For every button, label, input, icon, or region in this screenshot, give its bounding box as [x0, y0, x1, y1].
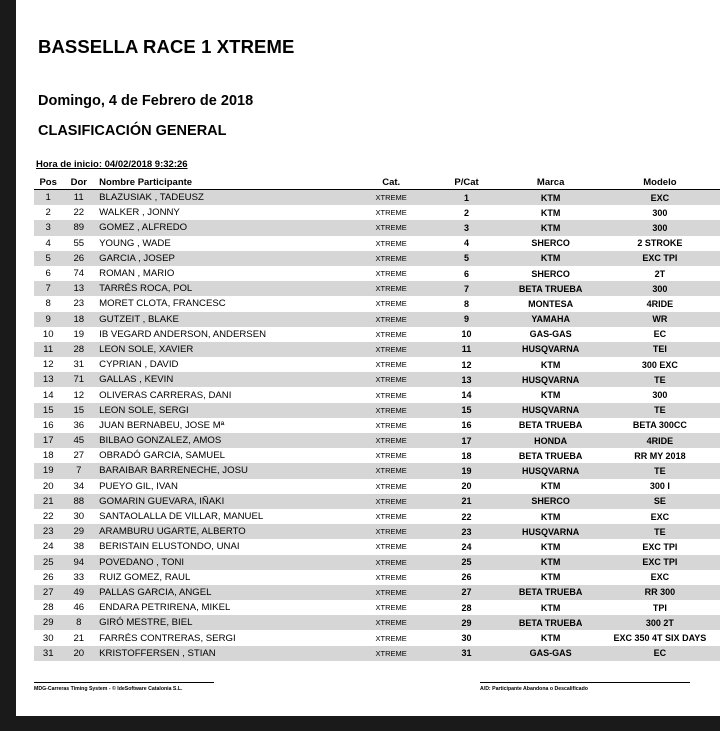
event-date: Domingo, 4 de Febrero de 2018: [38, 93, 254, 109]
cell-cat: XTREME: [351, 372, 432, 387]
cell-cat: XTREME: [351, 220, 432, 235]
cell-cat: XTREME: [351, 646, 432, 661]
cell-modelo: 300: [652, 207, 668, 218]
cell-name: WALKER , JONNY: [99, 207, 180, 219]
cell-cat: XTREME: [351, 615, 432, 630]
cell-pcat: 28: [461, 602, 472, 613]
cell-pcat: 6: [464, 268, 470, 279]
table-row: [34, 615, 720, 630]
cell-modelo: EXC TPI: [600, 251, 720, 266]
cell-name: FARRÉS CONTRERAS, SERGI: [99, 632, 236, 644]
cell-name: LEON SOLE, SERGI: [95, 403, 351, 418]
cell-cat: XTREME: [351, 342, 432, 357]
cell-dor: 45: [62, 433, 95, 448]
cell-modelo: 4RIDE: [600, 433, 720, 448]
cell-cat: XTREME: [375, 390, 407, 400]
cell-marca: HUSQVARNA: [502, 372, 600, 387]
cell-modelo: 300: [600, 281, 720, 296]
cell-name: OBRADÓ GARCIA, SAMUEL: [99, 450, 225, 462]
cell-modelo: 300: [652, 390, 668, 401]
cell-pos: 5: [34, 251, 62, 266]
cell-pcat: 3: [432, 220, 502, 235]
cell-pcat: 13: [432, 372, 502, 387]
cell-pcat: 5: [432, 251, 502, 266]
cell-modelo: RR 300: [600, 585, 720, 600]
cell-pos: 23: [34, 524, 62, 539]
cell-dor: 31: [73, 359, 85, 371]
cell-pos: 18: [42, 450, 54, 462]
cell-dor: 89: [62, 220, 95, 235]
cell-dor: 26: [62, 251, 95, 266]
cell-pcat: 29: [432, 615, 502, 630]
cell-cat: XTREME: [375, 238, 407, 248]
cell-pcat: 10: [461, 329, 472, 340]
cell-modelo: 300 I: [649, 481, 670, 492]
cell-pos: 3: [34, 220, 62, 235]
header-name: Nombre Participante: [95, 175, 351, 190]
cell-modelo: 4RIDE: [646, 298, 674, 309]
cell-modelo: BETA 300CC: [632, 420, 687, 431]
cell-dor: 13: [62, 281, 95, 296]
cell-name: RUIZ GOMEZ, RAUL: [99, 571, 191, 583]
cell-cat: XTREME: [375, 269, 407, 279]
cell-cat: XTREME: [375, 208, 407, 218]
cell-marca: HUSQVARNA: [502, 463, 600, 478]
cell-marca: KTM: [540, 541, 561, 552]
cell-pcat: 16: [461, 420, 472, 431]
cell-modelo: 300: [600, 220, 720, 235]
cell-name: GOMARIN GUEVARA, IÑAKI: [95, 494, 351, 509]
cell-pcat: 1: [432, 190, 502, 206]
cell-cat: XTREME: [375, 512, 407, 522]
cell-modelo: EXC TPI: [642, 541, 678, 552]
cell-cat: XTREME: [351, 190, 432, 206]
cell-dor: 88: [62, 494, 95, 509]
results-table: [34, 175, 720, 661]
cell-name: TARRÉS ROCA, POL: [95, 281, 351, 296]
cell-pcat: 8: [464, 298, 470, 309]
table-row: [34, 220, 720, 235]
cell-modelo: RR MY 2018: [634, 450, 686, 461]
cell-pcat: 7: [432, 281, 502, 296]
cell-marca: BETA TRUEBA: [518, 420, 583, 431]
cell-pcat: 30: [461, 633, 472, 644]
cell-name: IB VEGARD ANDERSON, ANDERSEN: [99, 328, 267, 340]
cell-name: BARAIBAR BARRENECHE, JOSU: [95, 463, 351, 478]
cell-pos: 20: [42, 480, 54, 492]
cell-pcat: 31: [432, 646, 502, 661]
cell-cat: XTREME: [375, 572, 407, 582]
cell-dor: 29: [62, 524, 95, 539]
cell-pos: 21: [34, 494, 62, 509]
table-row: [34, 296, 720, 311]
table-row: [34, 372, 720, 387]
cell-pos: 10: [42, 328, 54, 340]
cell-pcat: 19: [432, 463, 502, 478]
cell-marca: KTM: [540, 633, 561, 644]
cell-name: OLIVERAS CARRERAS, DANI: [99, 389, 232, 401]
cell-dor: 21: [73, 632, 85, 644]
cell-name: GOMEZ , ALFREDO: [95, 220, 351, 235]
header-marca: Marca: [502, 175, 600, 190]
cell-pos: 8: [45, 298, 51, 310]
cell-pos: 30: [42, 632, 54, 644]
cell-modelo: TE: [600, 463, 720, 478]
cell-name: CYPRIAN , DAVID: [99, 359, 179, 371]
table-row: [34, 555, 720, 570]
cell-cat: XTREME: [375, 542, 407, 552]
cell-modelo: 2T: [654, 268, 666, 279]
cell-marca: GAS-GAS: [502, 646, 600, 661]
cell-dor: 12: [73, 389, 85, 401]
footer-credit: MDG-Carreras Timing System - © IdeSoftware Catalonia S.L.: [34, 682, 214, 692]
cell-pos: 12: [42, 359, 54, 371]
cell-name: ARAMBURU UGARTE, ALBERTO: [95, 524, 351, 539]
cell-name: BERISTAIN ELUSTONDO, UNAI: [99, 541, 240, 553]
cell-name: YOUNG , WADE: [99, 237, 171, 249]
header-cat: Cat.: [351, 175, 432, 190]
cell-dor: 8: [62, 615, 95, 630]
table-row: [34, 463, 720, 478]
cell-cat: XTREME: [375, 420, 407, 430]
cell-modelo: SE: [600, 494, 720, 509]
table-body: [34, 190, 720, 661]
cell-modelo: 300 EXC: [641, 359, 678, 370]
cell-pcat: 21: [432, 494, 502, 509]
cell-dor: 7: [62, 463, 95, 478]
cell-cat: XTREME: [351, 251, 432, 266]
cell-marca: KTM: [540, 359, 561, 370]
table-row: [34, 418, 720, 433]
cell-marca: KTM: [540, 602, 561, 613]
cell-modelo: TEI: [600, 342, 720, 357]
cell-modelo: EXC 350 4T SIX DAYS: [613, 633, 707, 644]
cell-modelo: EXC: [600, 190, 720, 206]
cell-pcat: 17: [432, 433, 502, 448]
cell-marca: SHERCO: [531, 238, 570, 249]
table-row: [34, 570, 720, 585]
cell-pos: 14: [42, 389, 54, 401]
cell-cat: XTREME: [351, 281, 432, 296]
table-row: [34, 281, 720, 296]
cell-pos: 25: [34, 555, 62, 570]
header-pcat: P/Cat: [432, 175, 502, 190]
cell-modelo: EXC: [650, 511, 670, 522]
cell-dor: 18: [62, 312, 95, 327]
cell-dor: 36: [73, 419, 85, 431]
table-row: [34, 312, 720, 327]
cell-marca: BETA TRUEBA: [502, 585, 600, 600]
cell-pos: 17: [34, 433, 62, 448]
cell-name: ENDARA PETRIRENA, MIKEL: [99, 602, 231, 614]
cell-modelo: WR: [600, 312, 720, 327]
cell-modelo: TPI: [652, 602, 667, 613]
cell-name: GALLAS , KEVIN: [95, 372, 351, 387]
cell-name: GUTZEIT , BLAKE: [95, 312, 351, 327]
cell-cat: XTREME: [351, 494, 432, 509]
cell-modelo: TE: [600, 403, 720, 418]
cell-dor: 46: [73, 602, 85, 614]
cell-cat: XTREME: [351, 463, 432, 478]
cell-marca: BETA TRUEBA: [502, 615, 600, 630]
cell-cat: XTREME: [375, 329, 407, 339]
cell-marca: BETA TRUEBA: [518, 450, 583, 461]
table-row: [34, 266, 720, 281]
cell-dor: 30: [73, 511, 85, 523]
cell-name: POVEDANO , TONI: [95, 555, 351, 570]
cell-pcat: 2: [464, 207, 470, 218]
table-row: [34, 236, 720, 251]
cell-dor: 33: [73, 571, 85, 583]
cell-dor: 19: [73, 328, 85, 340]
cell-pcat: 12: [461, 359, 472, 370]
table-row: [34, 539, 720, 554]
cell-pcat: 4: [464, 238, 470, 249]
cell-dor: 38: [73, 541, 85, 553]
table-row: [34, 646, 720, 661]
cell-pos: 13: [34, 372, 62, 387]
header-pos: Pos: [34, 175, 62, 190]
cell-name: SANTAOLALLA DE VILLAR, MANUEL: [99, 511, 264, 523]
cell-marca: YAMAHA: [502, 312, 600, 327]
table-row: [34, 357, 720, 372]
cell-pos: 28: [42, 602, 54, 614]
cell-pos: 15: [34, 403, 62, 418]
cell-pos: 9: [34, 312, 62, 327]
cell-marca: KTM: [502, 220, 600, 235]
cell-marca: MONTESA: [528, 298, 574, 309]
table-row: [34, 494, 720, 509]
table-row: [34, 600, 720, 615]
cell-pcat: 20: [461, 481, 472, 492]
table-row: [34, 585, 720, 600]
table-row: [34, 190, 720, 206]
cell-pos: 19: [34, 463, 62, 478]
table-row: [34, 630, 720, 645]
results-sheet: [16, 0, 720, 716]
start-time: Hora de inicio: 04/02/2018 9:32:26: [36, 159, 188, 170]
table-row: [34, 387, 720, 402]
cell-pcat: 11: [432, 342, 502, 357]
table-row: [34, 448, 720, 463]
cell-dor: 74: [73, 268, 85, 280]
cell-cat: XTREME: [375, 481, 407, 491]
cell-name: BILBAO GONZALEZ, AMOS: [95, 433, 351, 448]
cell-name: KRISTOFFERSEN , STIAN: [95, 646, 351, 661]
table-row: [34, 509, 720, 524]
cell-dor: 94: [62, 555, 95, 570]
cell-pcat: 15: [432, 403, 502, 418]
footer-legend: A/D: Participante Abandona o Descalificado: [480, 682, 690, 692]
cell-pcat: 18: [461, 450, 472, 461]
cell-name: LEON SOLE, XAVIER: [95, 342, 351, 357]
cell-dor: 20: [62, 646, 95, 661]
cell-name: ROMAN , MARIO: [99, 268, 175, 280]
header-modelo: Modelo: [600, 175, 720, 190]
cell-name: GARCIA , JOSEP: [95, 251, 351, 266]
cell-cat: XTREME: [375, 299, 407, 309]
cell-pos: 2: [45, 207, 51, 219]
cell-marca: KTM: [540, 390, 561, 401]
cell-name: JUAN BERNABEU, JOSE Mª: [99, 419, 225, 431]
cell-cat: XTREME: [351, 403, 432, 418]
cell-modelo: 2 STROKE: [637, 238, 683, 249]
cell-dor: 27: [73, 450, 85, 462]
cell-cat: XTREME: [351, 524, 432, 539]
table-row: [34, 342, 720, 357]
cell-pcat: 25: [432, 555, 502, 570]
table-row: [34, 403, 720, 418]
cell-name: PUEYO GIL, IVAN: [99, 480, 178, 492]
cell-pos: 16: [42, 419, 54, 431]
cell-dor: 15: [62, 403, 95, 418]
cell-dor: 34: [73, 480, 85, 492]
cell-dor: 28: [62, 342, 95, 357]
cell-modelo: EC: [653, 329, 667, 340]
classification-heading: CLASIFICACIÓN GENERAL: [38, 123, 227, 139]
cell-pcat: 23: [432, 524, 502, 539]
cell-name: GIRÓ MESTRE, BIEL: [95, 615, 351, 630]
cell-modelo: EC: [600, 646, 720, 661]
cell-marca: SHERCO: [531, 268, 570, 279]
cell-pos: 29: [34, 615, 62, 630]
cell-marca: HUSQVARNA: [502, 524, 600, 539]
cell-dor: 22: [73, 207, 85, 219]
cell-pcat: 26: [461, 572, 472, 583]
cell-cat: XTREME: [351, 585, 432, 600]
cell-marca: KTM: [540, 572, 561, 583]
cell-name: MORET CLOTA, FRANCESC: [99, 298, 226, 310]
cell-pos: 24: [42, 541, 54, 553]
cell-marca: KTM: [502, 190, 600, 206]
cell-modelo: TE: [600, 524, 720, 539]
table-row: [34, 524, 720, 539]
cell-pos: 6: [45, 268, 51, 280]
cell-marca: BETA TRUEBA: [502, 281, 600, 296]
cell-modelo: EXC: [650, 572, 670, 583]
cell-dor: 11: [62, 190, 95, 206]
cell-pos: 1: [34, 190, 62, 206]
cell-dor: 23: [73, 298, 85, 310]
cell-pos: 31: [34, 646, 62, 661]
cell-cat: XTREME: [351, 433, 432, 448]
event-title: BASSELLA RACE 1 XTREME: [38, 36, 295, 57]
table-row: [34, 433, 720, 448]
cell-cat: XTREME: [351, 555, 432, 570]
cell-dor: 49: [62, 585, 95, 600]
cell-modelo: 300 2T: [600, 615, 720, 630]
cell-modelo: EXC TPI: [600, 555, 720, 570]
cell-marca: HUSQVARNA: [502, 403, 600, 418]
cell-pcat: 22: [461, 511, 472, 522]
header-dor: Dor: [62, 175, 95, 190]
cell-dor: 55: [73, 237, 85, 249]
cell-cat: XTREME: [375, 633, 407, 643]
cell-marca: KTM: [502, 251, 600, 266]
cell-marca: GAS-GAS: [529, 329, 572, 340]
cell-pos: 22: [42, 511, 54, 523]
cell-marca: KTM: [540, 511, 561, 522]
cell-pos: 27: [34, 585, 62, 600]
cell-name: PALLAS GARCIA, ANGEL: [95, 585, 351, 600]
cell-pos: 4: [45, 237, 51, 249]
cell-cat: XTREME: [375, 451, 407, 461]
cell-pos: 7: [34, 281, 62, 296]
table-header-row: [34, 175, 720, 190]
cell-cat: XTREME: [351, 312, 432, 327]
cell-modelo: TE: [600, 372, 720, 387]
cell-pos: 11: [34, 342, 62, 357]
cell-marca: SHERCO: [502, 494, 600, 509]
cell-name: BLAZUSIAK , TADEUSZ: [95, 190, 351, 206]
cell-dor: 71: [62, 372, 95, 387]
cell-pcat: 9: [432, 312, 502, 327]
cell-marca: KTM: [540, 207, 561, 218]
table-row: [34, 327, 720, 342]
cell-pos: 26: [42, 571, 54, 583]
table-row: [34, 205, 720, 220]
cell-marca: HONDA: [502, 433, 600, 448]
table-row: [34, 479, 720, 494]
cell-cat: XTREME: [375, 360, 407, 370]
cell-marca: KTM: [540, 481, 561, 492]
cell-pcat: 24: [461, 541, 472, 552]
cell-pcat: 14: [461, 390, 472, 401]
cell-cat: XTREME: [375, 603, 407, 613]
cell-pcat: 27: [432, 585, 502, 600]
cell-marca: KTM: [502, 555, 600, 570]
cell-marca: HUSQVARNA: [502, 342, 600, 357]
table-row: [34, 251, 720, 266]
